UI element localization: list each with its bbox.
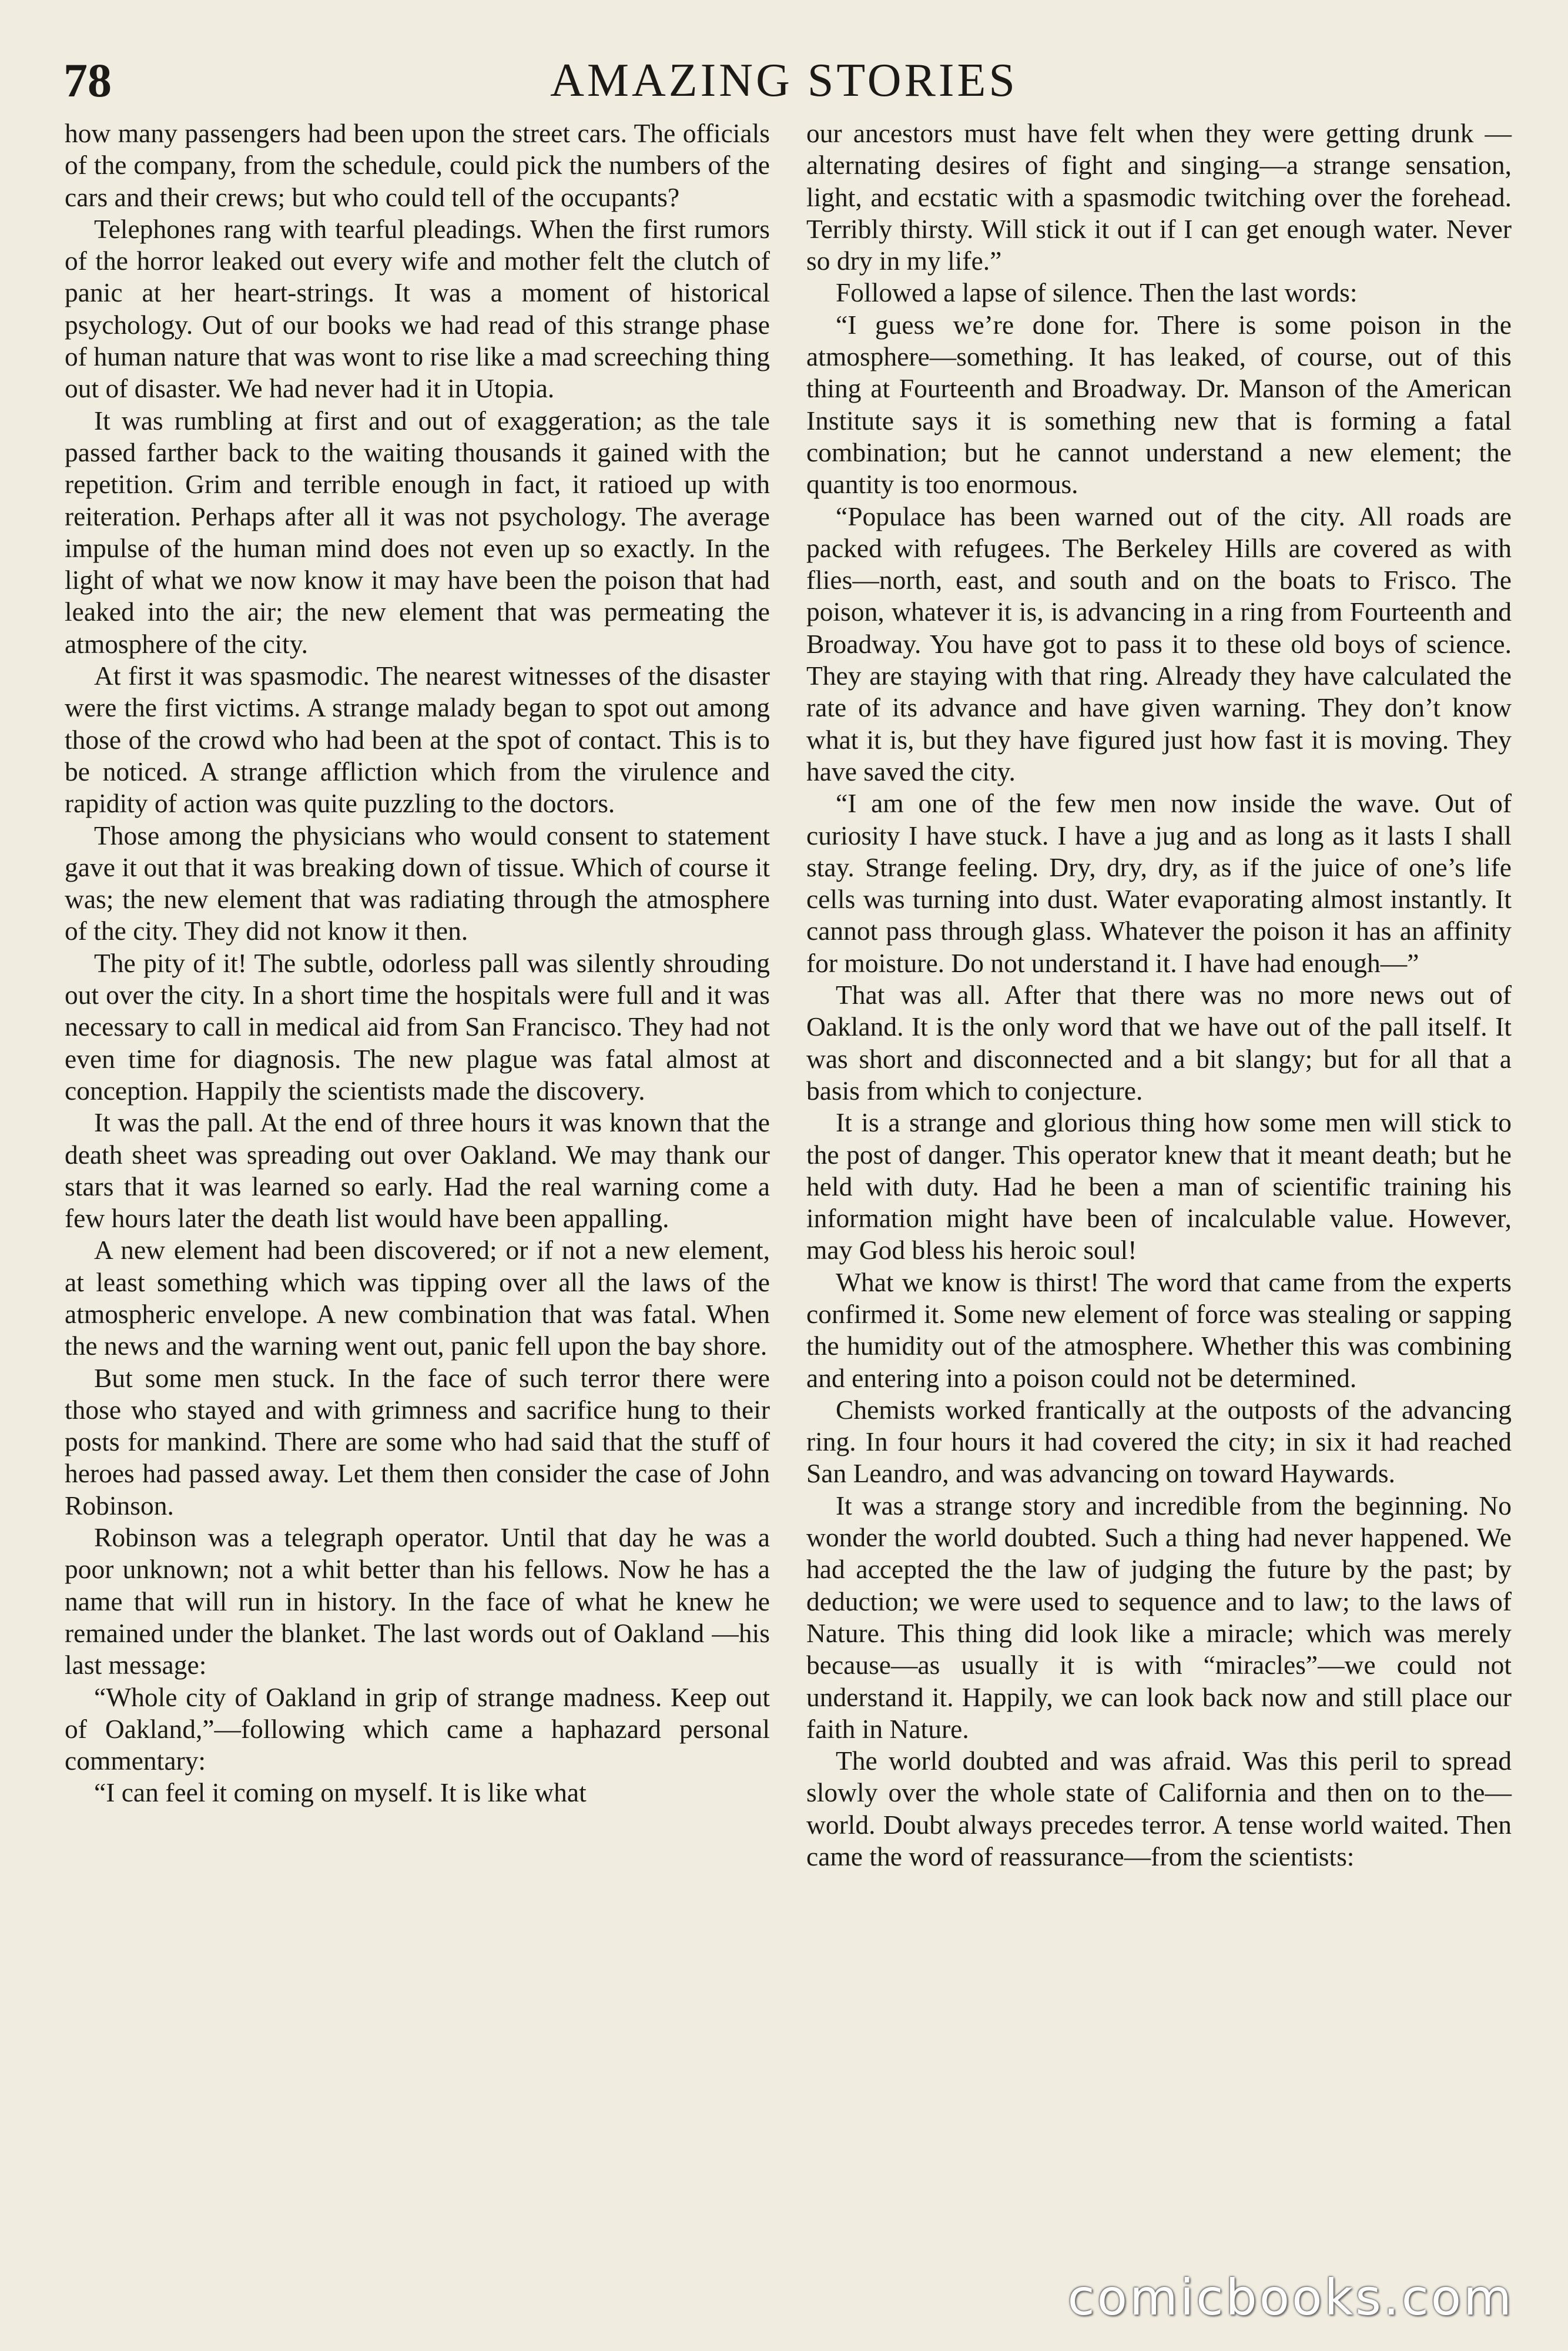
paragraph: The pity of it! The subtle, odorless pall was silently shrouding out over the city. In a short time the hospitals were full and it was necessary to call in medical aid from San Francisco. They had not even time for diagnosis. The new plague was fatal almost at conception. Happily the scientists made the discovery. xyxy=(65,947,770,1106)
paragraph: It is a strange and glorious thing how some men will stick to the post of danger. This operator knew that it meant death; but he held with duty. Had he been a man of scientific training his information might have been of incalculable value. However, may God bless his heroic soul! xyxy=(806,1107,1512,1265)
paragraph: “I can feel it coming on myself. It is like what xyxy=(94,1777,587,1808)
paragraph: That was all. After that there was no more news out of Oakland. It is the only word that we have out of the pall itself. It was short and disconnected and a bit slangy; but for all that a basis from which to conjecture. xyxy=(806,980,1512,1106)
running-head: AMAZING STORIES xyxy=(550,55,1018,106)
paragraph: how many passengers had been upon the street cars. The officials of the company, from the schedule, could pick the numbers of the cars and their crews; but who could tell of the occupants? xyxy=(65,118,770,212)
watermark: comicbooks.com xyxy=(1067,2269,1514,2326)
right-column xyxy=(806,118,1512,1873)
page-number: 78 xyxy=(63,53,112,107)
paragraph: Followed a lapse of silence. Then the last words: xyxy=(836,277,1358,308)
left-column xyxy=(65,118,770,1809)
paragraph: It was the pall. At the end of three hours it was known that the death sheet was spreading out over Oakland. We may thank our stars that it was learned so early. Had the real warning come a few hours later the death list would have been appalling. xyxy=(65,1107,770,1234)
paragraph: Robinson was a telegraph operator. Until that day he was a poor unknown; not a whit better than his fellows. Now he has a name that will run in history. In the face of what he knew he remained under the blanket. The last words out of Oakland —his last message: xyxy=(65,1522,770,1680)
paragraph: It was a strange story and incredible from the beginning. No wonder the world doubted. Such a thing had never happened. We had accepted the the law of judging the future by the past; by deduction; we were used to sequence and to law; to the laws of Nature. This thing did look like a miracle; which was merely because—as usually it is with “miracles”—we could not understand it. Happily, we can look back now and still place our faith in Nature. xyxy=(806,1490,1512,1744)
paragraph: But some men stuck. In the face of such terror there were those who stayed and with grimness and sacrifice hung to their posts for mankind. There are some who had said that the stuff of heroes had passed away. Let them then consider the case of John Robinson. xyxy=(65,1362,770,1521)
paragraph: “I am one of the few men now inside the wave. Out of curiosity I have stuck. I have a jug and as long as it lasts I shall stay. Strange feeling. Dry, dry, dry, as if the juice of one’s life cells was turning into dust. Water evaporating almost instantly. It cannot pass through glass. Whatever the poison it has an affinity for moisture. Do not understand it. I have had enough—” xyxy=(806,788,1512,978)
paragraph: It was rumbling at first and out of exaggeration; as the tale passed farther back to the waiting thousands it gained with the repetition. Grim and terrible enough in fact, it ratioed up with reiteration. Perhaps after all it was not psychology. The average impulse of the human mind does not even up so exactly. In the light of what we now know it may have been the poison that had leaked into the air; the new element that was permeating the atmosphere of the city. xyxy=(65,405,770,659)
paragraph: The world doubted and was afraid. Was this peril to spread slowly over the whole state of California and then on to the—world. Doubt always precedes terror. A tense world waited. Then came the word of reassurance—from the scientists: xyxy=(806,1746,1512,1872)
paragraph: What we know is thirst! The word that came from the experts confirmed it. Some new element of force was stealing or sapping the humidity out of the atmosphere. Whether this was combining and entering into a poison could not be determined. xyxy=(806,1267,1512,1393)
paragraph: Telephones rang with tearful pleadings. When the first rumors of the horror leaked out every wife and mother felt the clutch of panic at her heart-strings. It was a moment of historical psychology. Out of our books we had read of this strange phase of human nature that was wont to rise like a mad screeching thing out of disaster. We had never had it in Utopia. xyxy=(65,213,770,404)
paragraph: Chemists worked frantically at the outposts of the advancing ring. In four hours it had covered the city; in six it had reached San Leandro, and was advancing on toward Haywards. xyxy=(806,1394,1512,1489)
page-header xyxy=(63,48,1505,113)
paragraph: A new element had been discovered; or if not a new element, at least something which was tipping over all the laws of the atmospheric envelope. A new combination that was fatal. When the news and the warning went out, panic fell upon the bay shore. xyxy=(65,1235,770,1361)
paragraph: “I guess we’re done for. There is some poison in the atmosphere—something. It has leaked, of course, out of this thing at Fourteenth and Broadway. Dr. Manson of the American Institute says it is something new that is forming a fatal combination; but he cannot understand a new element; the quantity is too enormous. xyxy=(806,309,1512,500)
paragraph: our ancestors must have felt when they were getting drunk — alternating desires of fight and singing—a strange sensation, light, and ecstatic with a spasmodic twitching over the forehead. Terribly thirsty. Will stick it out if I can get enough water. Never so dry in my life.” xyxy=(806,118,1512,276)
paragraph: “Whole city of Oakland in grip of strange madness. Keep out of Oakland,”—following which came a haphazard personal commentary: xyxy=(65,1682,770,1776)
paragraph: “Populace has been warned out of the city. All roads are packed with refugees. The Berkeley Hills are covered as with flies—north, east, and south and on the boats to Frisco. The poison, whatever it is, is advancing in a ring from Fourteenth and Broadway. You have got to pass it to these old boys of science. They are staying with that ring. Already they have calculated the rate of its advance and have given warning. They don’t know what it is, but they have figured just how fast it is moving. They have saved the city. xyxy=(806,501,1512,786)
paragraph: Those among the physicians who would consent to statement gave it out that it was breaking down of tissue. Which of course it was; the new element that was radiating through the atmosphere of the city. They did not know it then. xyxy=(65,820,770,946)
paragraph: At first it was spasmodic. The nearest witnesses of the disaster were the first victims. A strange malady began to spot out among those of the crowd who had been at the spot of contact. This is to be noticed. A strange affliction which from the virulence and rapidity of action was quite puzzling to the doctors. xyxy=(65,661,770,819)
